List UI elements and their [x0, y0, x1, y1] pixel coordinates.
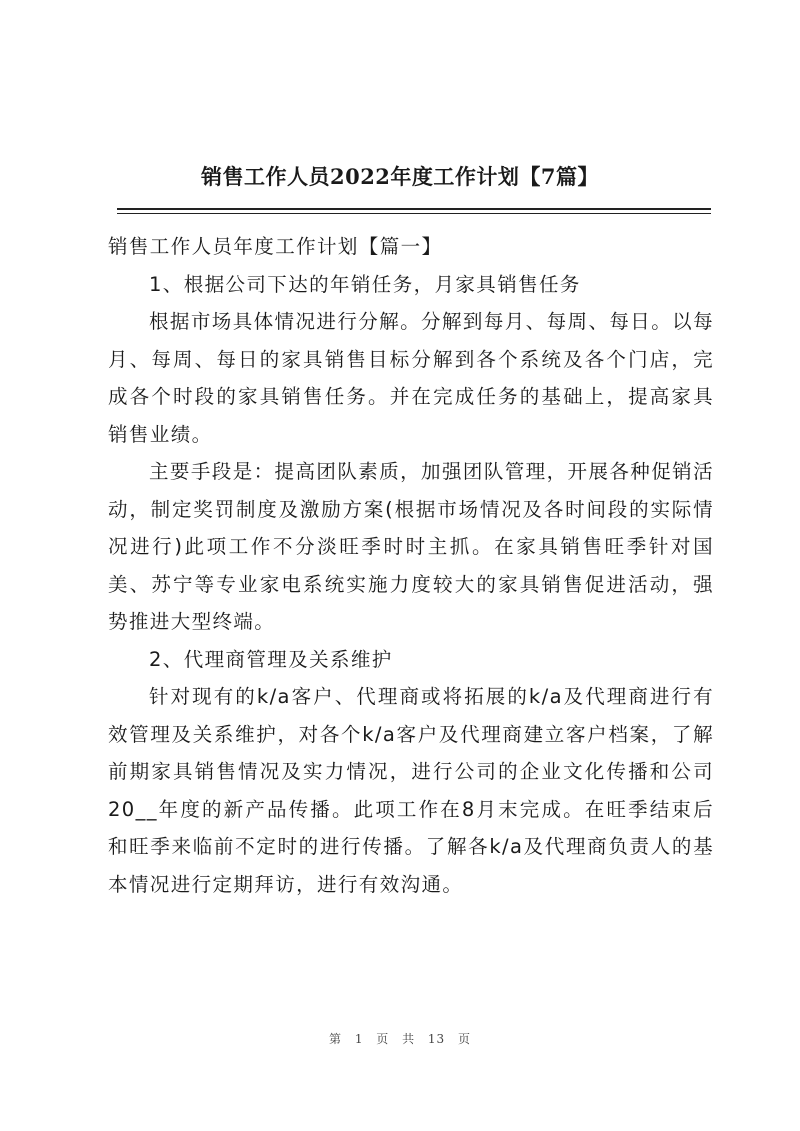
title-divider-thick	[117, 208, 711, 210]
page-number-footer: 第 1 页 共 13 页	[329, 1032, 471, 1046]
document-body	[108, 228, 714, 903]
paragraph-1: 根据市场具体情况进行分解。分解到每月、每周、每日。以每月、每周、每日的家具销售目标分解到各个系统及各个门店，完成各个时段的家具销售任务。并在完成任务的基础上，提高家具销售业绩。	[108, 310, 714, 446]
paragraph-3: 针对现有的k/a客户、代理商或将拓展的k/a及代理商进行有效管理及关系维护，对各个k/a客户及代理商建立客户档案，了解前期家具销售情况及实力情况，进行公司的企业文化传播和公司20__年度的新产品传播。此项工作在8月末完成。在旺季结束后和旺季来临前不定时的进行传播。了解各k/a及代理商负责人的基本情况进行定期拜访，进行有效沟通。	[108, 685, 714, 896]
heading-1: 1、根据公司下达的年销任务，月家具销售任务	[149, 272, 581, 296]
document-title: 销售工作人员2022年度工作计划【7篇】	[200, 164, 600, 189]
heading-2: 2、代理商管理及关系维护	[149, 647, 393, 671]
title-divider-thin	[117, 213, 711, 214]
section-subtitle: 销售工作人员年度工作计划【篇一】	[108, 235, 443, 258]
paragraph-2: 主要手段是：提高团队素质，加强团队管理，开展各种促销活动，制定奖罚制度及激励方案(根据市场情况及各时间段的实际情况进行)此项工作不分淡旺季时时主抓。在家具销售旺季针对国美、苏宁等专业家电系统实施力度较大的家具销售促进活动，强势推进大型终端。	[108, 460, 714, 633]
